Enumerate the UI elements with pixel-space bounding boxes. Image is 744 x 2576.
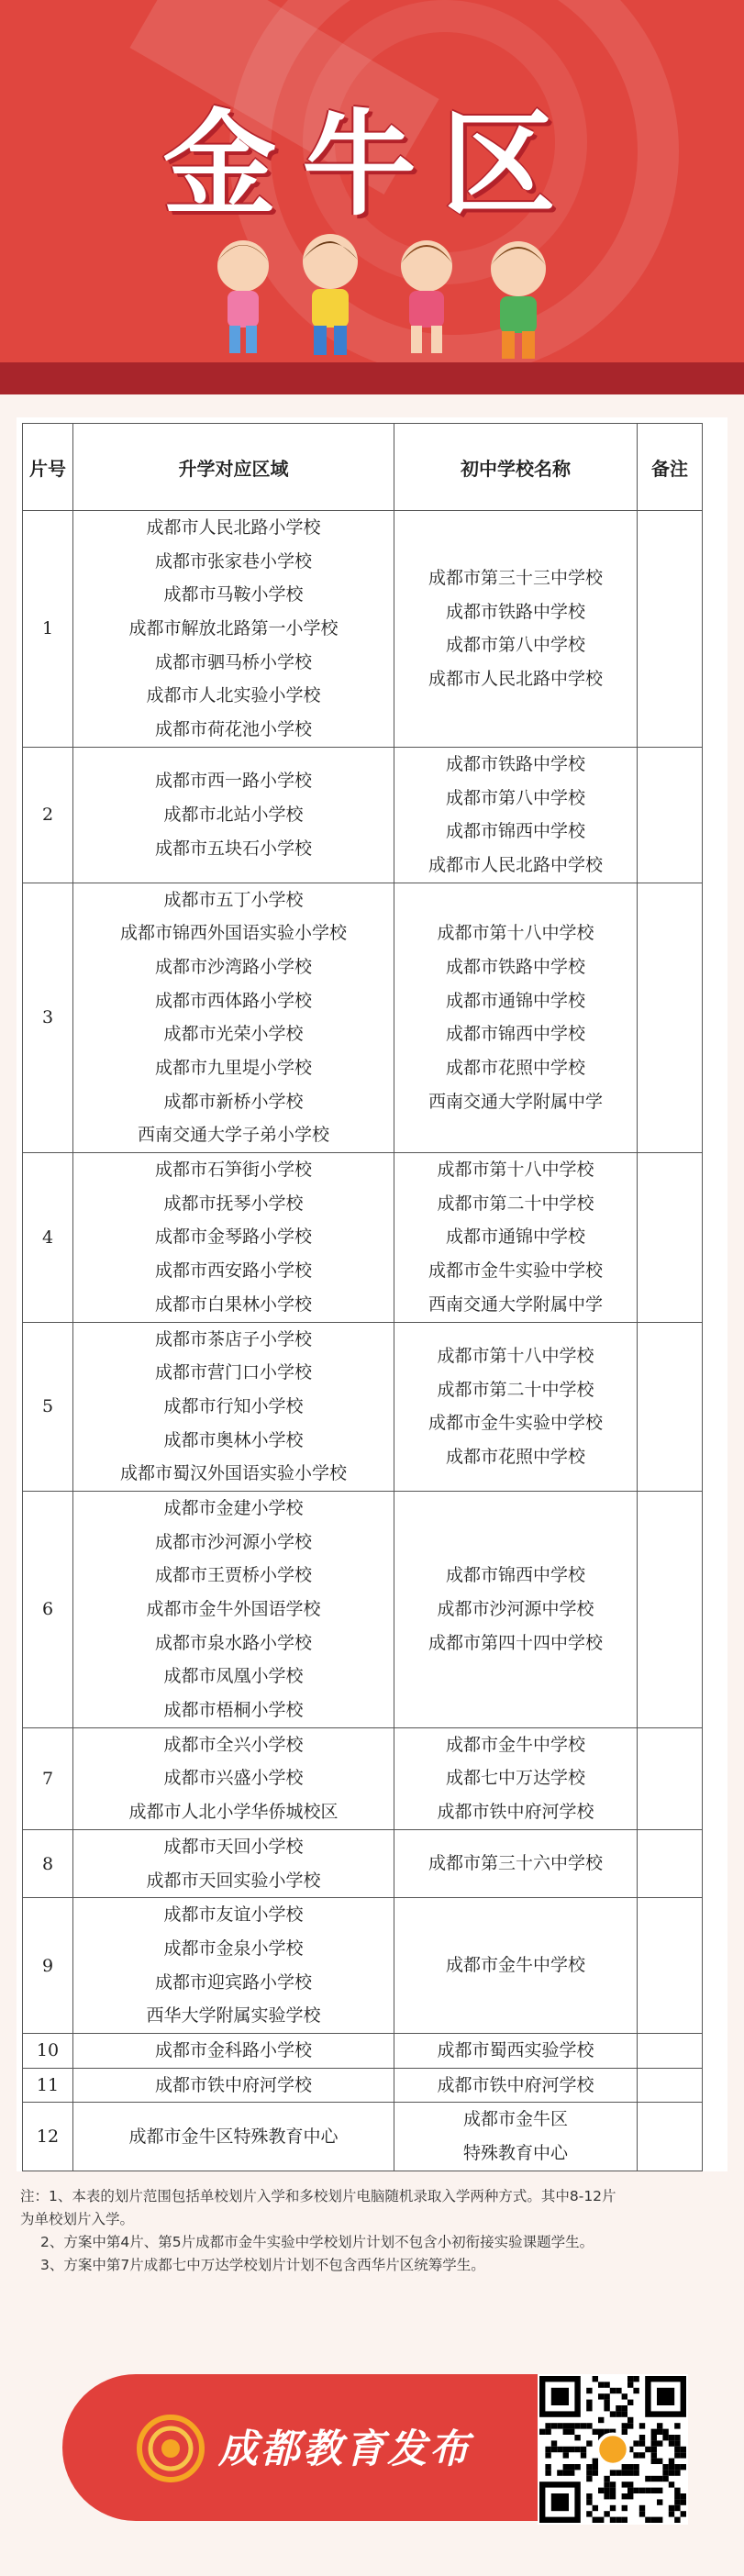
middle-school-name: 成都市通锦中学校 xyxy=(445,990,585,1011)
middle-school-name: 成都市铁中府河学校 xyxy=(437,1802,594,1823)
primary-school-name: 成都市兴盛小学校 xyxy=(163,1768,304,1789)
primary-school-name: 成都市凤凰小学校 xyxy=(163,1666,304,1687)
middle-school-name: 成都市人民北路中学校 xyxy=(428,669,603,690)
primary-school-name: 成都市人北小学华侨城校区 xyxy=(128,1802,339,1823)
remark-cell xyxy=(638,2068,703,2103)
district-number: 7 xyxy=(23,1727,73,1829)
primary-area-cell xyxy=(73,883,394,1153)
primary-school-name: 成都市沙湾路小学校 xyxy=(154,956,312,977)
chengdu-education-logo-icon xyxy=(136,2414,205,2483)
remark-cell xyxy=(638,2033,703,2068)
qr-code-pattern xyxy=(539,2376,686,2523)
table-row xyxy=(23,747,703,883)
middle-school-name: 成都市第十八中学校 xyxy=(437,1160,594,1181)
remark-cell xyxy=(638,1898,703,2034)
middle-school-cell xyxy=(394,1727,638,1829)
primary-school-name: 成都市人北实验小学校 xyxy=(146,685,321,706)
district-number: 8 xyxy=(23,1829,73,1897)
table-header-row xyxy=(23,424,703,511)
school-district-table xyxy=(22,423,703,2171)
primary-school-name: 成都市北站小学校 xyxy=(163,804,304,825)
primary-area-cell xyxy=(73,2068,394,2103)
header-banner xyxy=(0,0,744,394)
primary-school-name: 成都市西一路小学校 xyxy=(154,771,312,792)
header-remarks: 备注 xyxy=(638,424,703,511)
remark-cell xyxy=(638,1153,703,1322)
middle-school-name: 成都市人民北路中学校 xyxy=(428,854,603,875)
middle-school-name: 西南交通大学附属中学 xyxy=(428,1091,603,1112)
primary-school-name: 成都市天回小学校 xyxy=(163,1836,304,1857)
primary-school-name: 成都市西安路小学校 xyxy=(154,1260,312,1282)
middle-school-name: 成都市金牛实验中学校 xyxy=(428,1260,603,1282)
primary-school-name: 成都市奥林小学校 xyxy=(163,1429,304,1450)
primary-school-name: 成都市营门口小学校 xyxy=(154,1362,312,1383)
table-row xyxy=(23,2033,703,2068)
middle-school-name: 成都市金牛实验中学校 xyxy=(428,1413,603,1434)
header-primary-area: 升学对应区域 xyxy=(73,424,394,511)
primary-area-cell xyxy=(73,2033,394,2068)
footnote-line: 为单校划片入学。 xyxy=(20,2211,135,2227)
primary-area-cell xyxy=(73,1491,394,1727)
middle-school-name: 成都市铁路中学校 xyxy=(445,601,585,622)
table-row xyxy=(23,1322,703,1491)
child-4-figure xyxy=(491,241,546,359)
middle-school-name: 成都市锦西中学校 xyxy=(445,1565,585,1586)
child-3-figure xyxy=(401,240,452,353)
qr-code xyxy=(538,2374,688,2525)
primary-school-name: 成都市沙河源小学校 xyxy=(154,1531,312,1552)
middle-school-name: 成都市第十八中学校 xyxy=(437,923,594,944)
primary-school-name: 成都市全兴小学校 xyxy=(163,1734,304,1755)
primary-area-cell xyxy=(73,747,394,883)
primary-school-name: 成都市金琴路小学校 xyxy=(154,1227,312,1248)
primary-area-cell xyxy=(73,1153,394,1322)
middle-school-name: 成都市锦西中学校 xyxy=(445,821,585,842)
primary-school-name: 成都市友谊小学校 xyxy=(163,1904,304,1926)
primary-school-name: 成都市五块石小学校 xyxy=(154,838,312,859)
middle-school-name: 成都市第四十四中学校 xyxy=(428,1632,603,1653)
page-title: 金牛区 xyxy=(162,99,582,231)
primary-school-name: 成都市金牛外国语学校 xyxy=(146,1599,321,1619)
middle-school-name: 成都市锦西中学校 xyxy=(445,1024,585,1045)
district-number: 9 xyxy=(23,1898,73,2034)
middle-school-cell xyxy=(394,883,638,1153)
primary-school-name: 成都市西体路小学校 xyxy=(154,990,312,1011)
primary-school-name: 成都市金泉小学校 xyxy=(163,1938,304,1959)
middle-school-cell xyxy=(394,2033,638,2068)
middle-school-name: 成都市铁中府河学校 xyxy=(437,2074,594,2095)
primary-school-name: 成都市五丁小学校 xyxy=(163,889,304,910)
middle-school-cell xyxy=(394,2068,638,2103)
primary-school-name: 成都市九里堤小学校 xyxy=(154,1058,312,1078)
primary-school-name: 成都市驷马桥小学校 xyxy=(154,651,312,672)
middle-school-name: 成都市第八中学校 xyxy=(445,635,585,656)
footnote-line: 3、方案中第7片成都七中万达学校划片计划不包含西华片区统筹学生。 xyxy=(40,2257,485,2273)
middle-school-name: 成都市花照中学校 xyxy=(445,1058,585,1078)
remark-cell xyxy=(638,1829,703,1897)
middle-school-name: 成都市通锦中学校 xyxy=(445,1227,585,1248)
remark-cell xyxy=(638,1491,703,1727)
primary-school-name: 成都市荷花池小学校 xyxy=(154,719,312,740)
remark-cell xyxy=(638,1727,703,1829)
middle-school-name: 成都市沙河源中学校 xyxy=(437,1599,594,1619)
middle-school-cell xyxy=(394,2103,638,2171)
primary-school-name: 成都市马鞍小学校 xyxy=(163,584,304,605)
district-number: 6 xyxy=(23,1491,73,1727)
district-number: 4 xyxy=(23,1153,73,1322)
enrollment-table-card xyxy=(17,417,727,2171)
middle-school-name: 特殊教育中心 xyxy=(462,2143,568,2163)
footnote-line: 2、方案中第4片、第5片成都市金牛实验中学校划片计划不包含小初衔接实验课题学生。 xyxy=(40,2234,594,2250)
brand-name: 成都教育发布 xyxy=(218,2426,472,2472)
primary-school-name: 成都市光荣小学校 xyxy=(163,1024,304,1045)
primary-school-name: 成都市白果林小学校 xyxy=(154,1294,312,1315)
middle-school-name: 成都市铁路中学校 xyxy=(445,753,585,774)
header-district-number: 片号 xyxy=(23,424,73,511)
footnote-line: 注：1、本表的划片范围包括单校划片入学和多校划片电脑随机录取入学两种方式。其中8-12片 xyxy=(20,2188,616,2204)
middle-school-name: 成都市金牛中学校 xyxy=(445,1955,585,1976)
middle-school-name: 成都市金牛中学校 xyxy=(445,1734,585,1755)
district-number: 2 xyxy=(23,747,73,883)
primary-school-name: 成都市锦西外国语实验小学校 xyxy=(119,923,347,944)
primary-school-name: 成都市张家巷小学校 xyxy=(154,550,312,572)
header-middle-school: 初中学校名称 xyxy=(394,424,638,511)
table-row xyxy=(23,883,703,1153)
middle-school-name: 成都市蜀西实验学校 xyxy=(437,2039,594,2060)
child-1-figure xyxy=(217,240,269,353)
primary-area-cell xyxy=(73,1322,394,1491)
middle-school-name: 成都市金牛区 xyxy=(462,2109,568,2130)
primary-area-cell xyxy=(73,511,394,748)
middle-school-cell xyxy=(394,1153,638,1322)
footnotes xyxy=(20,2185,727,2277)
children-illustration xyxy=(202,225,569,372)
table-row xyxy=(23,1153,703,1322)
middle-school-cell xyxy=(394,1898,638,2034)
middle-school-cell xyxy=(394,1829,638,1897)
primary-school-name: 成都市解放北路第一小学校 xyxy=(128,618,339,639)
middle-school-name: 西南交通大学附属中学 xyxy=(428,1294,603,1315)
middle-school-name: 成都市第三十三中学校 xyxy=(428,568,603,589)
district-number: 10 xyxy=(23,2033,73,2068)
table-row xyxy=(23,1491,703,1727)
primary-school-name: 成都市梧桐小学校 xyxy=(163,1700,304,1721)
primary-school-name: 成都市铁中府河学校 xyxy=(154,2074,312,2095)
primary-school-name: 成都市新桥小学校 xyxy=(163,1091,304,1112)
middle-school-name: 成都市第二十中学校 xyxy=(437,1193,594,1214)
primary-school-name: 成都市行知小学校 xyxy=(163,1395,304,1416)
middle-school-cell xyxy=(394,1491,638,1727)
table-row xyxy=(23,511,703,748)
middle-school-name: 成都七中万达学校 xyxy=(445,1768,585,1789)
remark-cell xyxy=(638,883,703,1153)
primary-school-name: 成都市石笋街小学校 xyxy=(154,1160,312,1181)
primary-school-name: 西南交通大学子弟小学校 xyxy=(137,1125,329,1146)
primary-area-cell xyxy=(73,1898,394,2034)
middle-school-name: 成都市第二十中学校 xyxy=(437,1379,594,1400)
middle-school-cell xyxy=(394,747,638,883)
primary-area-cell xyxy=(73,1829,394,1897)
remark-cell xyxy=(638,747,703,883)
district-number: 12 xyxy=(23,2103,73,2171)
table-row xyxy=(23,1727,703,1829)
primary-school-name: 成都市茶店子小学校 xyxy=(154,1328,312,1349)
table-row xyxy=(23,1829,703,1897)
primary-school-name: 成都市泉水路小学校 xyxy=(154,1632,312,1653)
primary-school-name: 成都市金牛区特殊教育中心 xyxy=(128,2126,339,2147)
table-row xyxy=(23,2068,703,2103)
middle-school-name: 成都市花照中学校 xyxy=(445,1446,585,1467)
primary-school-name: 成都市蜀汉外国语实验小学校 xyxy=(119,1463,347,1484)
primary-school-name: 西华大学附属实验学校 xyxy=(146,2005,321,2026)
remark-cell xyxy=(638,511,703,748)
table-row xyxy=(23,2103,703,2171)
primary-school-name: 成都市抚琴小学校 xyxy=(163,1193,304,1214)
district-number: 5 xyxy=(23,1322,73,1491)
district-number: 11 xyxy=(23,2068,73,2103)
middle-school-cell xyxy=(394,1322,638,1491)
district-number: 3 xyxy=(23,883,73,1153)
remark-cell xyxy=(638,1322,703,1491)
primary-school-name: 成都市迎宾路小学校 xyxy=(154,1971,312,1993)
primary-area-cell xyxy=(73,2103,394,2171)
child-2-figure xyxy=(303,234,358,355)
primary-school-name: 成都市金建小学校 xyxy=(163,1497,304,1518)
primary-school-name: 成都市人民北路小学校 xyxy=(146,517,321,538)
middle-school-cell xyxy=(394,511,638,748)
primary-school-name: 成都市天回实验小学校 xyxy=(146,1870,321,1891)
middle-school-name: 成都市第十八中学校 xyxy=(437,1345,594,1366)
primary-school-name: 成都市金科路小学校 xyxy=(154,2039,312,2060)
primary-school-name: 成都市王贾桥小学校 xyxy=(154,1565,312,1586)
primary-area-cell xyxy=(73,1727,394,1829)
middle-school-name: 成都市第三十六中学校 xyxy=(428,1853,603,1874)
remark-cell xyxy=(638,2103,703,2171)
table-row xyxy=(23,1898,703,2034)
middle-school-name: 成都市铁路中学校 xyxy=(445,956,585,977)
district-number: 1 xyxy=(23,511,73,748)
middle-school-name: 成都市第八中学校 xyxy=(445,787,585,808)
